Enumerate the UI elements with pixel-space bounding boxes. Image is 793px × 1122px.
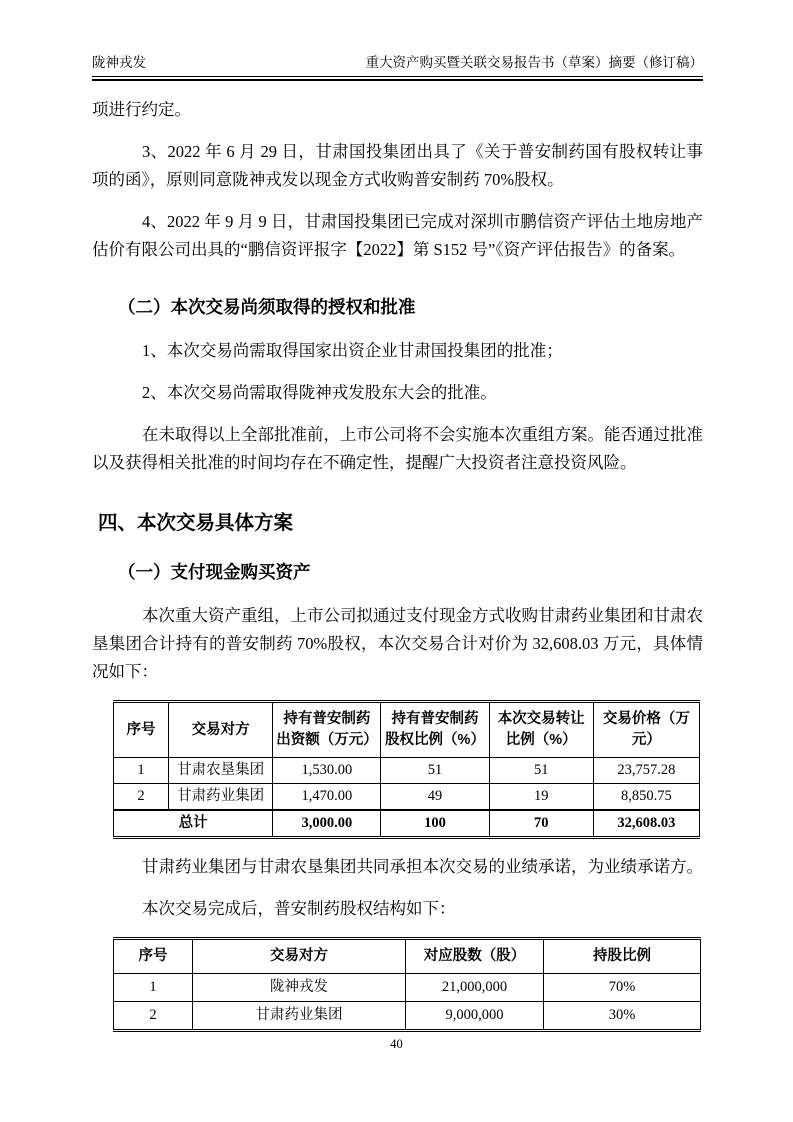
paragraph-item-4: 4、2022 年 9 月 9 日，甘肃国投集团已完成对深圳市鹏信资产评估土地房地产估价有限公司出具的“鹏信资评报字【2022】第 S152 号”《资产评估报告》的备案。	[92, 212, 703, 259]
col-header-capital: 持有普安制药出资额（万元）	[273, 702, 381, 758]
cell-price: 8,850.75	[593, 784, 699, 811]
table-row	[114, 974, 701, 1002]
cell-capital: 1,530.00	[273, 758, 381, 784]
cell-price: 23,757.28	[593, 758, 699, 784]
col-header-equity-ratio: 持有普安制药股权比例（%）	[381, 702, 489, 758]
cell-seq: 1	[114, 758, 169, 784]
equity-structure-table	[113, 937, 701, 1032]
cell-holding-ratio: 70%	[544, 974, 701, 1002]
heading-section-2-2: （二）本次交易尚须取得的授权和批准	[118, 297, 416, 317]
col-header-holding-ratio: 持股比例	[544, 939, 701, 974]
purchase-price-table	[113, 700, 700, 839]
cell-shares: 9,000,000	[406, 1002, 544, 1031]
cell-shares: 21,000,000	[406, 974, 544, 1002]
table-row	[114, 758, 700, 784]
table-row	[114, 784, 700, 811]
cell-total-label: 总计	[114, 810, 273, 838]
cell-transfer-ratio: 51	[489, 758, 593, 784]
equity-table-header-row	[114, 939, 701, 974]
header-company-name: 陇神戎发	[92, 55, 146, 70]
paragraph-item-3: 3、2022 年 6 月 29 日，甘肃国投集团出具了《关于普安制药国有股权转让事项的函》，原则同意陇神戎发以现金方式收购普安制药 70%股权。	[92, 142, 703, 189]
col-header-shares: 对应股数（股）	[406, 939, 544, 974]
col-header-price: 交易价格（万元）	[593, 702, 699, 758]
cell-equity-ratio: 49	[381, 784, 489, 811]
col-header-counterparty: 交易对方	[193, 939, 406, 974]
col-header-transfer-ratio: 本次交易转让比例（%）	[489, 702, 593, 758]
running-header	[92, 54, 703, 72]
cell-seq: 2	[114, 784, 169, 811]
cell-counterparty: 甘肃药业集团	[193, 1002, 406, 1031]
header-divider	[92, 76, 703, 81]
cell-capital: 1,470.00	[273, 784, 381, 811]
cell-total-price: 32,608.03	[593, 810, 699, 838]
col-header-seq: 序号	[114, 702, 169, 758]
cell-counterparty: 甘肃农垦集团	[169, 758, 273, 784]
cell-total-equity-ratio: 100	[381, 810, 489, 838]
paragraph-cash-purchase: 本次重大资产重组，上市公司拟通过支付现金方式收购甘肃药业集团和甘肃农垦集团合计持有的普安制药 70%股权，本次交易合计对价为 32,608.03 万元，具体情况如下：	[92, 606, 703, 681]
cell-transfer-ratio: 19	[489, 784, 593, 811]
cell-counterparty: 甘肃药业集团	[169, 784, 273, 811]
header-report-title: 重大资产购买暨关联交易报告书（草案）摘要（修订稿）	[365, 55, 703, 70]
paragraph-carryover: 项进行约定。	[92, 100, 191, 119]
heading-section-4: 四、本次交易具体方案	[98, 512, 294, 534]
table-total-row	[114, 810, 700, 838]
cell-total-capital: 3,000.00	[273, 810, 381, 838]
paragraph-performance-commitment: 甘肃药业集团与甘肃农垦集团共同承担本次交易的业绩承诺，为业绩承诺方。	[142, 857, 703, 876]
cell-seq: 1	[114, 974, 193, 1002]
paragraph-equity-structure-intro: 本次交易完成后，普安制药股权结构如下：	[142, 899, 456, 918]
table-row	[114, 1002, 701, 1031]
heading-section-4-1: （一）支付现金购买资产	[118, 562, 311, 582]
purchase-table-header-row	[114, 702, 700, 758]
paragraph-risk-note: 在未取得以上全部批准前，上市公司将不会实施本次重组方案。能否通过批准以及获得相关批准的时间均存在不确定性，提醒广大投资者注意投资风险。	[92, 425, 703, 472]
paragraph-approval-2: 2、本次交易尚需取得陇神戎发股东大会的批准。	[142, 383, 497, 402]
cell-total-transfer-ratio: 70	[489, 810, 593, 838]
page-number: 40	[390, 1037, 403, 1051]
cell-counterparty: 陇神戎发	[193, 974, 406, 1002]
cell-holding-ratio: 30%	[544, 1002, 701, 1031]
paragraph-approval-1: 1、本次交易尚需取得国家出资企业甘肃国投集团的批准；	[142, 341, 563, 360]
col-header-seq: 序号	[114, 939, 193, 974]
cell-seq: 2	[114, 1002, 193, 1031]
page-content	[92, 86, 703, 1040]
cell-equity-ratio: 51	[381, 758, 489, 784]
col-header-counterparty: 交易对方	[169, 702, 273, 758]
